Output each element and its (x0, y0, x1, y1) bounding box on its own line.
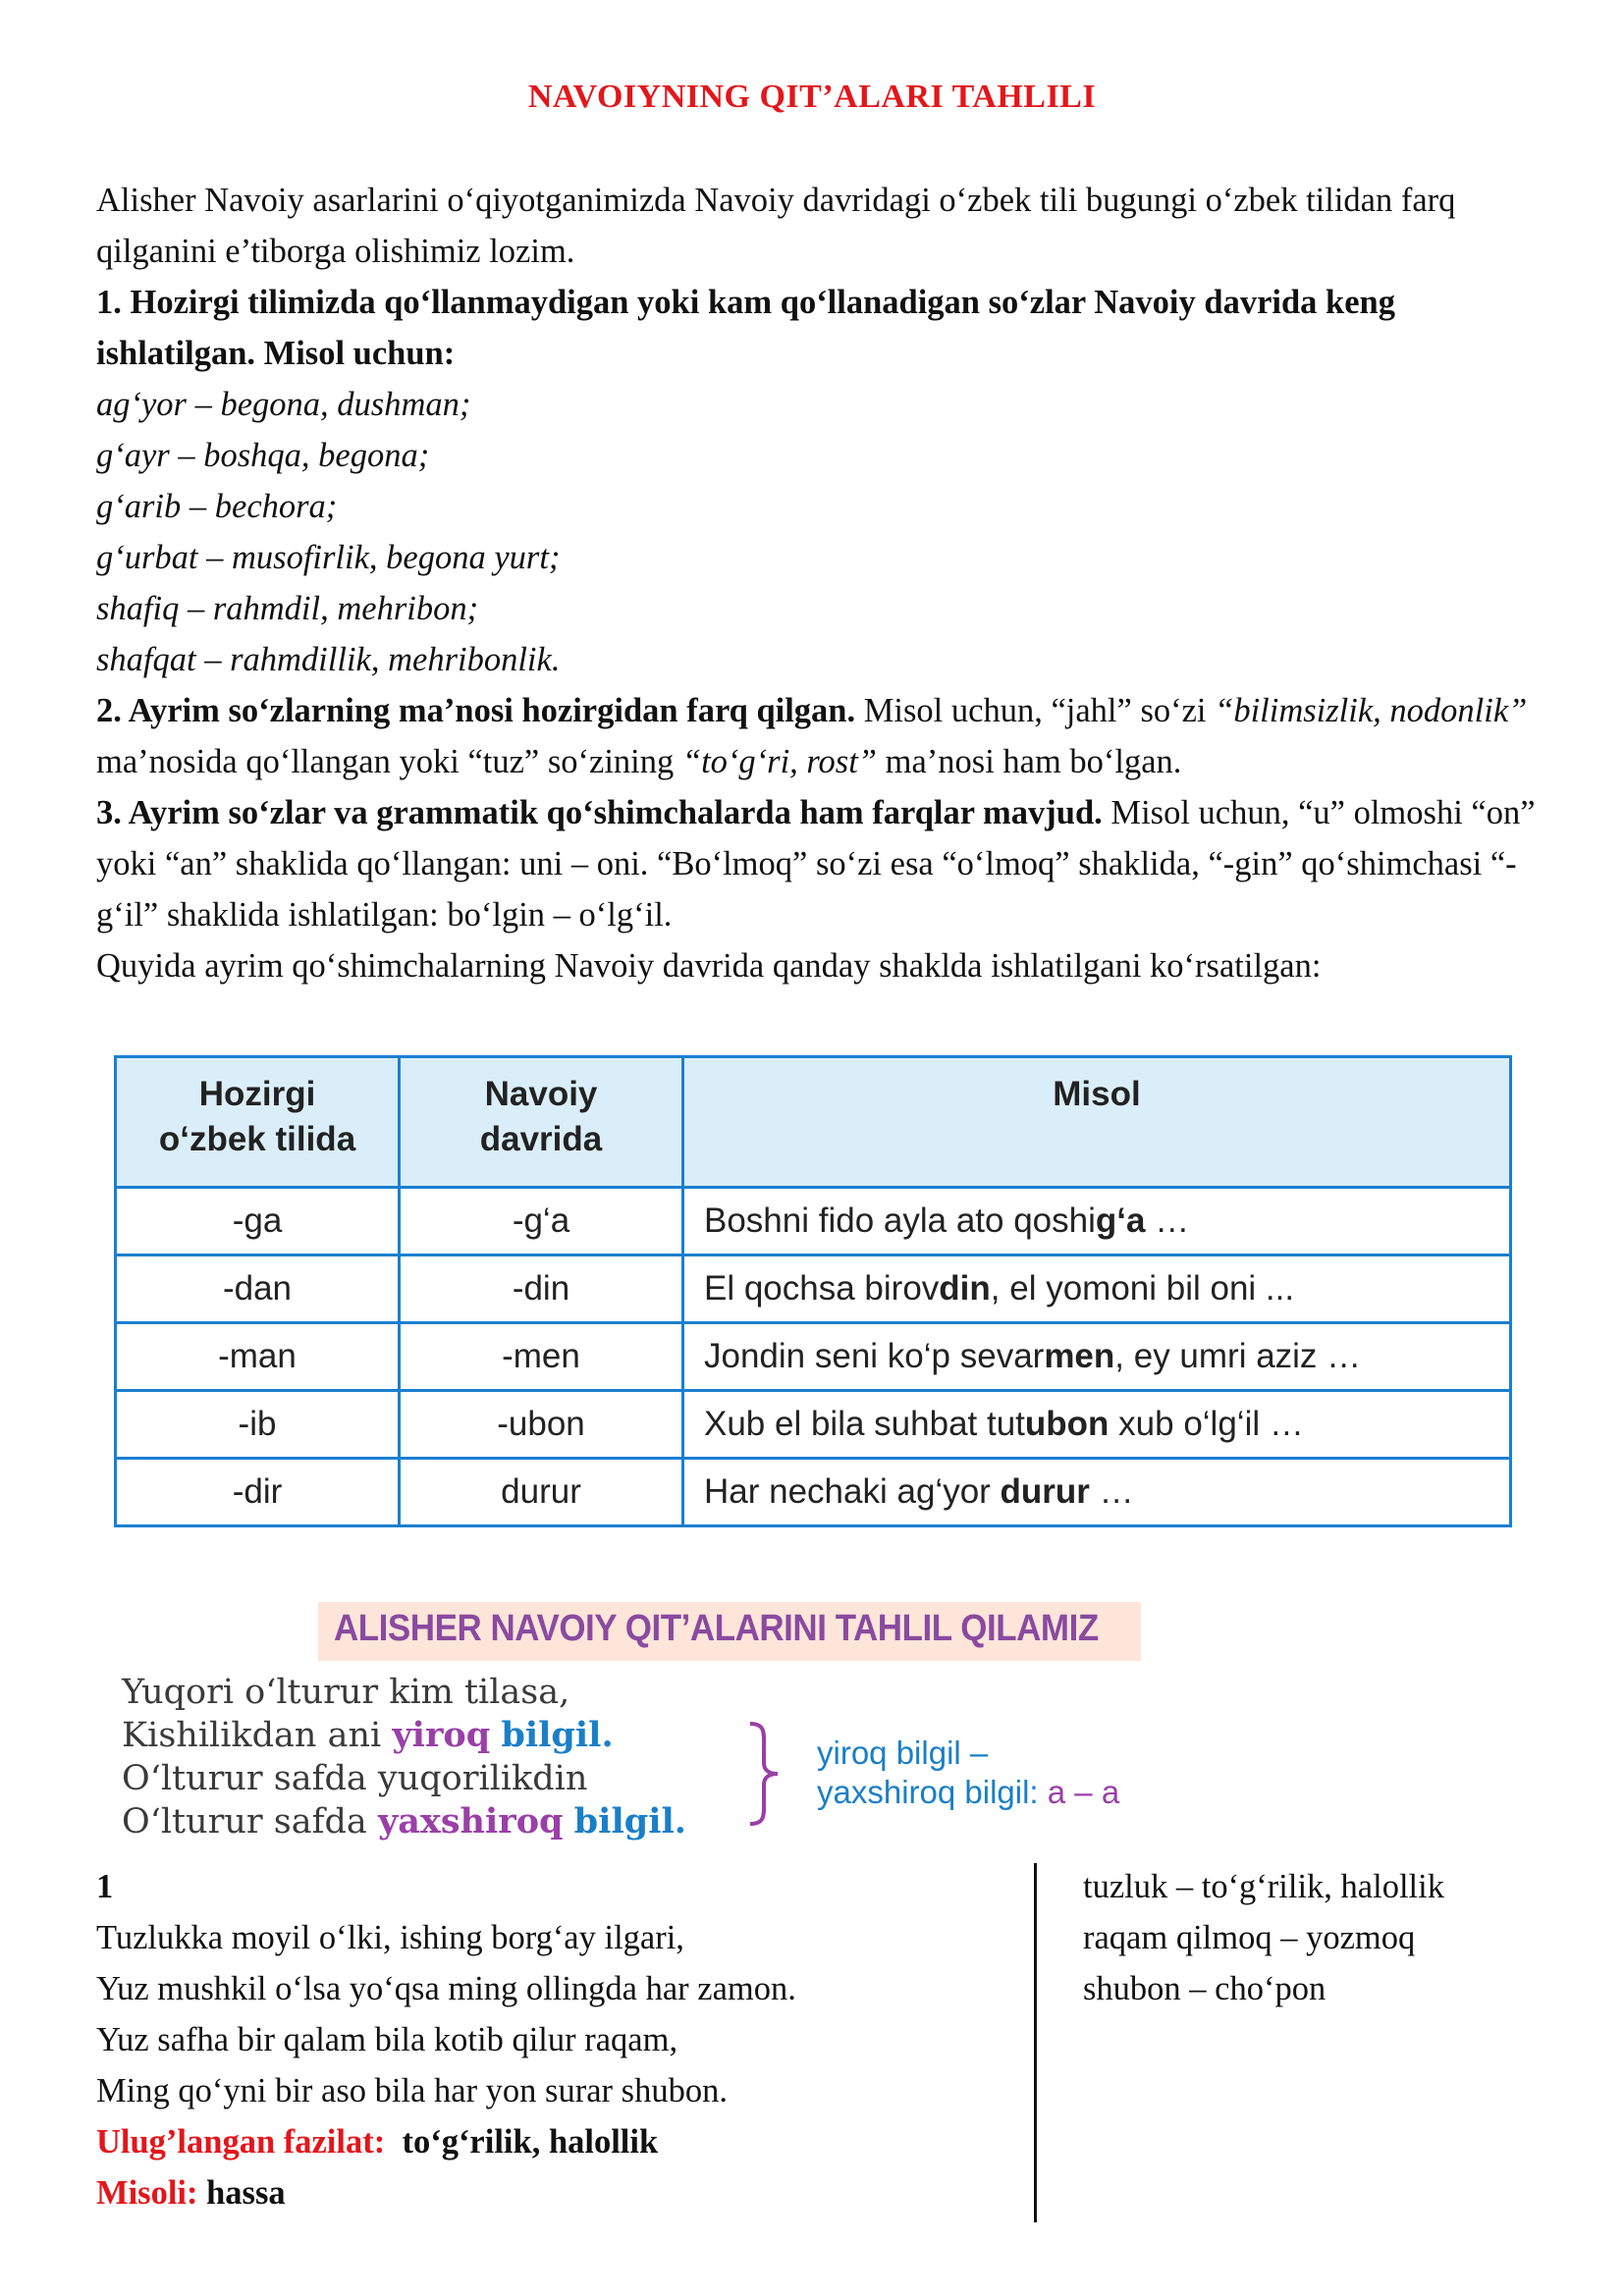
table-row (116, 1459, 1511, 1526)
curly-brace-icon (744, 1720, 784, 1828)
cell-navoiy: -din (400, 1255, 683, 1323)
note-line: yaxshiroq bilgil: a – a (817, 1774, 1120, 1810)
poem-excerpt (122, 1671, 686, 1843)
point-3-paragraph: 3. Ayrim so‘zlar va grammatik qo‘shimchalarda ham farqlar mavjud. Misol uchun, “u” olmoshi “on” yoki “an” shaklida qo‘llangan: uni – oni. “Bo‘lmoq” so‘zi esa “o‘lmoq” shaklida, “-gin” qo‘shimchasi “-g‘il” shaklida ishlatilgan: bo‘lgin – o‘lg‘il. (96, 794, 1536, 934)
cell-modern: -ga (116, 1188, 400, 1255)
qita-block (96, 1861, 1039, 2218)
qita-line: Yuz mushkil o‘lsa yo‘qsa ming ollingda har zamon. (96, 1970, 796, 2007)
cell-example: El qochsa birovdin, el yomoni bil oni ... (683, 1255, 1511, 1323)
example-line: shafqat – rahmdillik, mehribonlik. (96, 641, 561, 678)
cell-navoiy: durur (400, 1459, 683, 1526)
cell-navoiy: -g‘a (400, 1188, 683, 1255)
banner-text: ALISHER NAVOIY QIT’ALARINI TAHLIL QILAMIZ (334, 1608, 1099, 1649)
example-line: shafiq – rahmdil, mehribon; (96, 590, 479, 627)
point-1-heading: 1. Hozirgi tilimizda qo‘llanmaydigan yoki kam qo‘llanadigan so‘zlar Navoiy davrida keng ishlatilgan. Misol uchun: (96, 284, 1395, 372)
qita-line: Ming qo‘yni bir aso bila har yon surar shubon. (96, 2072, 728, 2109)
cell-example: Jondin seni ko‘p sevarmen, ey umri aziz … (683, 1323, 1511, 1391)
example-answer-line: Misoli: hassa (96, 2174, 286, 2212)
intro-paragraph: Alisher Navoiy asarlarini o‘qiyotganimizda Navoiy davridagi o‘zbek tili bugungi o‘zbek tilidan farq qilganini e’tiborga olishimiz lozim. (96, 182, 1456, 270)
glossary-item: shubon – cho‘pon (1083, 1970, 1326, 2007)
section-banner (318, 1602, 1141, 1661)
suffix-table (114, 1055, 1512, 1527)
cell-modern: -man (116, 1323, 400, 1391)
cell-modern: -dan (116, 1255, 400, 1323)
cell-example: Boshni fido ayla ato qoshig‘a … (683, 1188, 1511, 1255)
table-intro: Quyida ayrim qo‘shimchalarning Navoiy davrida qanday shaklda ishlatilgani ko‘rsatilgan: (96, 947, 1322, 985)
qita-number: 1 (96, 1868, 114, 1905)
poem-line: Yuqori o‘lturur kim tilasa, (122, 1673, 570, 1712)
poem-line: O‘lturur safda yaxshiroq bilgil. (122, 1801, 686, 1842)
example-line: ag‘yor – begona, dushman; (96, 386, 471, 423)
cell-example: Har nechaki ag‘yor durur … (683, 1459, 1511, 1526)
poem-line: Kishilikdan ani yiroq bilgil. (122, 1715, 614, 1755)
table-row (116, 1255, 1511, 1323)
table-row (116, 1188, 1511, 1255)
virtue-line: Ulug’langan fazilat: to‘g‘rilik, halollik (96, 2123, 659, 2161)
rhyme-note (817, 1734, 1119, 1812)
poem-line: O‘lturur safda yuqorilikdin (122, 1759, 588, 1798)
header-navoiy: Navoiy davrida (400, 1057, 683, 1188)
cell-example: Xub el bila suhbat tutubon xub o‘lg‘il … (683, 1391, 1511, 1459)
cell-navoiy: -ubon (400, 1391, 683, 1459)
table-header-row (116, 1057, 1511, 1188)
page-title: NAVOIYNING QIT’ALARI TAHLILI (527, 79, 1097, 115)
cell-modern: -ib (116, 1391, 400, 1459)
example-line: g‘urbat – musofirlik, begona yurt; (96, 539, 561, 576)
cell-navoiy: -men (400, 1323, 683, 1391)
cell-modern: -dir (116, 1459, 400, 1526)
example-line: g‘arib – bechora; (96, 488, 338, 525)
glossary (1083, 1861, 1444, 2014)
header-modern: Hozirgi o‘zbek tilida (116, 1057, 400, 1188)
header-example: Misol (683, 1057, 1511, 1188)
qita-line: Yuz safha bir qalam bila kotib qilur raqam, (96, 2021, 678, 2058)
glossary-item: tuzluk – to‘g‘rilik, halollik (1083, 1868, 1444, 1905)
column-divider (1034, 1863, 1037, 2222)
glossary-item: raqam qilmoq – yozmoq (1083, 1919, 1416, 1956)
point-2-paragraph: 2. Ayrim so‘zlarning ma’nosi hozirgidan farq qilgan. Misol uchun, “jahl” so‘zi “bilimsizlik, nodonlik” ma’nosida qo‘llangan yoki “tuz” so‘zining “to‘g‘ri, rost” ma’nosi ham bo‘lgan. (96, 692, 1528, 780)
example-line: g‘ayr – boshqa, begona; (96, 437, 430, 474)
article-body (96, 175, 1540, 991)
qita-line: Tuzlukka moyil o‘lki, ishing borg‘ay ilgari, (96, 1919, 684, 1956)
note-line: yiroq bilgil – (817, 1735, 989, 1771)
table-row (116, 1391, 1511, 1459)
table-row (116, 1323, 1511, 1391)
